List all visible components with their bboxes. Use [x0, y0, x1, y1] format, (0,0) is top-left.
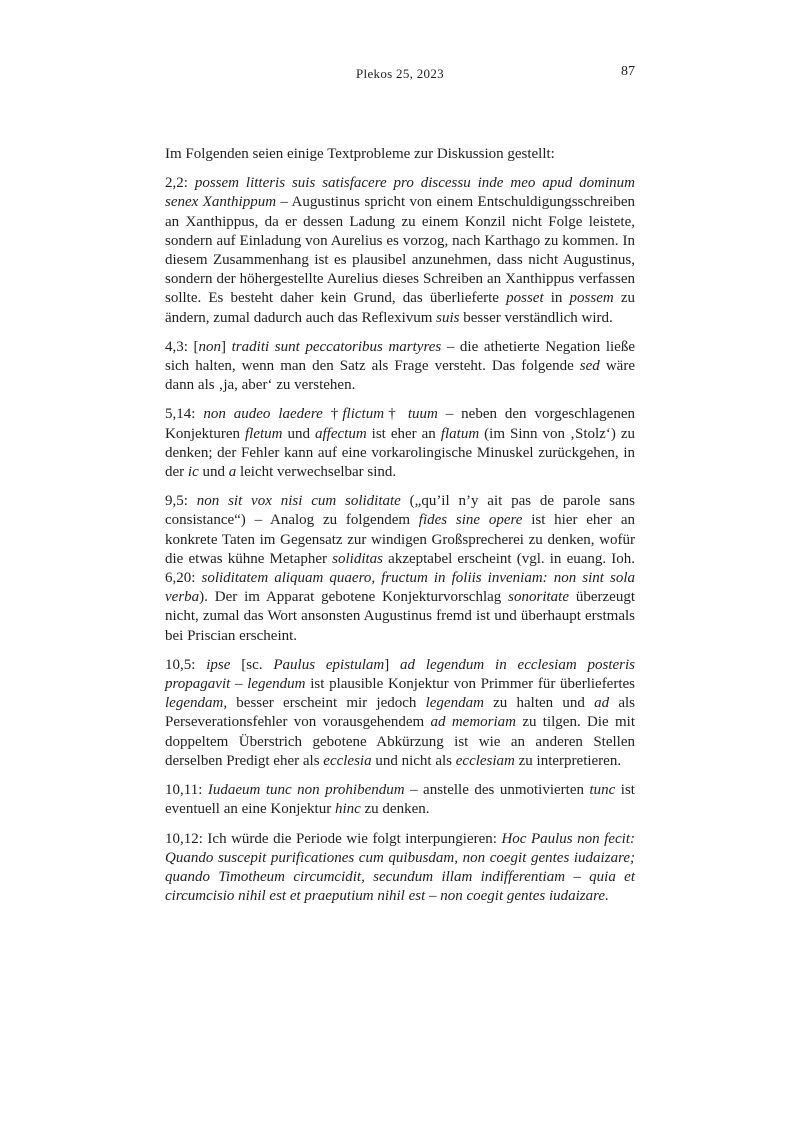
annotation-paragraph-10-5: 10,5: ipse [sc. Paulus epistulam] ad legendum in ecclesiam posteris propagavit – legendum ist plausible Konjektur von Primmer für überliefertes legendam, besser erscheint mir jedoch legendam zu halten und ad als Perseverationsfehler von vorausgehendem ad memoriam zu tilgen. Die mit doppeltem Überstrich gebotene Abkürzung ist wie an anderen Stellen derselben Predigt eher als ecclesia und nicht als ecclesiam zu interpretieren. — [165, 656, 636, 769]
text-block — [165, 145, 635, 916]
running-head — [165, 66, 635, 84]
annotation-paragraph-4-3: 4,3: [non] traditi sunt peccatoribus martyres – die athetierte Negation ließe sich halten, wenn man den Satz als Frage versteht. Das folgende sed wäre dann als ‚ja, aber‘ zu verstehen. — [165, 338, 635, 394]
intro-paragraph: Im Folgenden seien einige Textprobleme zur Diskussion gestellt: — [165, 146, 555, 162]
annotation-paragraph-10-12: 10,12: Ich würde die Periode wie folgt interpungieren: Hoc Paulus non fecit: Quando suscepit purificationes cum quibusdam, non coegit gentes iudaizare; quando Timotheum circumcidit, secundum illam indifferentiam – quia et circumcisio nihil est et praeputium nihil est – non coegit gentes iudaizare. — [165, 830, 635, 905]
annotation-paragraph-10-11: 10,11: Iudaeum tunc non prohibendum – anstelle des unmotivierten tunc ist eventuell an eine Konjektur hinc zu denken. — [165, 782, 635, 818]
annotation-paragraph-2-2: 2,2: possem litteris suis satisfacere pro discessu inde meo apud dominum senex Xanthippum – Augustinus spricht von einem Entschuldigungsschreiben an Xanthippus, da er dessen Ladung zu einem Konzil nicht Folge leistete, sondern auf Einladung von Aurelius es vorzog, nach Karthago zu kommen. In diesem Zusammenhang ist es plausibel anzunehmen, dass nicht Augustinus, sondern der höhergestellte Aurelius dieses Schreiben an Xanthippus verfassen sollte. Es besteht daher kein Grund, das überlieferte posset in possem zu ändern, zumal dadurch auch das Reflexivum suis besser verständlich wird. — [165, 175, 636, 326]
running-title: Plekos 25, 2023 — [356, 66, 444, 81]
annotation-paragraph-5-14: 5,14: non audeo laedere †flictum† tuum – neben den vorgeschlagenen Konjekturen fletum und affectum ist eher an flatum (im Sinn von ‚Stolz‘) zu denken; der Fehler kann auf eine vorkarolingische Minuskel zurückgehen, in der ic und a leicht verwechselbar sind. — [165, 406, 635, 481]
annotation-paragraph-9-5: 9,5: non sit vox nisi cum soliditate („qu’il n’y ait pas de parole sans consistance“) – Analog zu folgendem fides sine opere ist hier eher an konkrete Taten im Gegensatz zur windigen Großsprecherei zu denken, wofür die etwas kühne Metapher soliditas akzeptabel erscheint (vgl. in euang. Ioh. 6,20: soliditatem aliquam quaero, fructum in foliis inveniam: non sint sola verba). Der im Apparat gebotene Konjekturvorschlag sonoritate überzeugt nicht, zumal das Wort ansonsten Augustinus fremd ist und überhaupt erstmals bei Priscian erscheint. — [165, 493, 636, 644]
page-number: 87 — [621, 64, 635, 79]
